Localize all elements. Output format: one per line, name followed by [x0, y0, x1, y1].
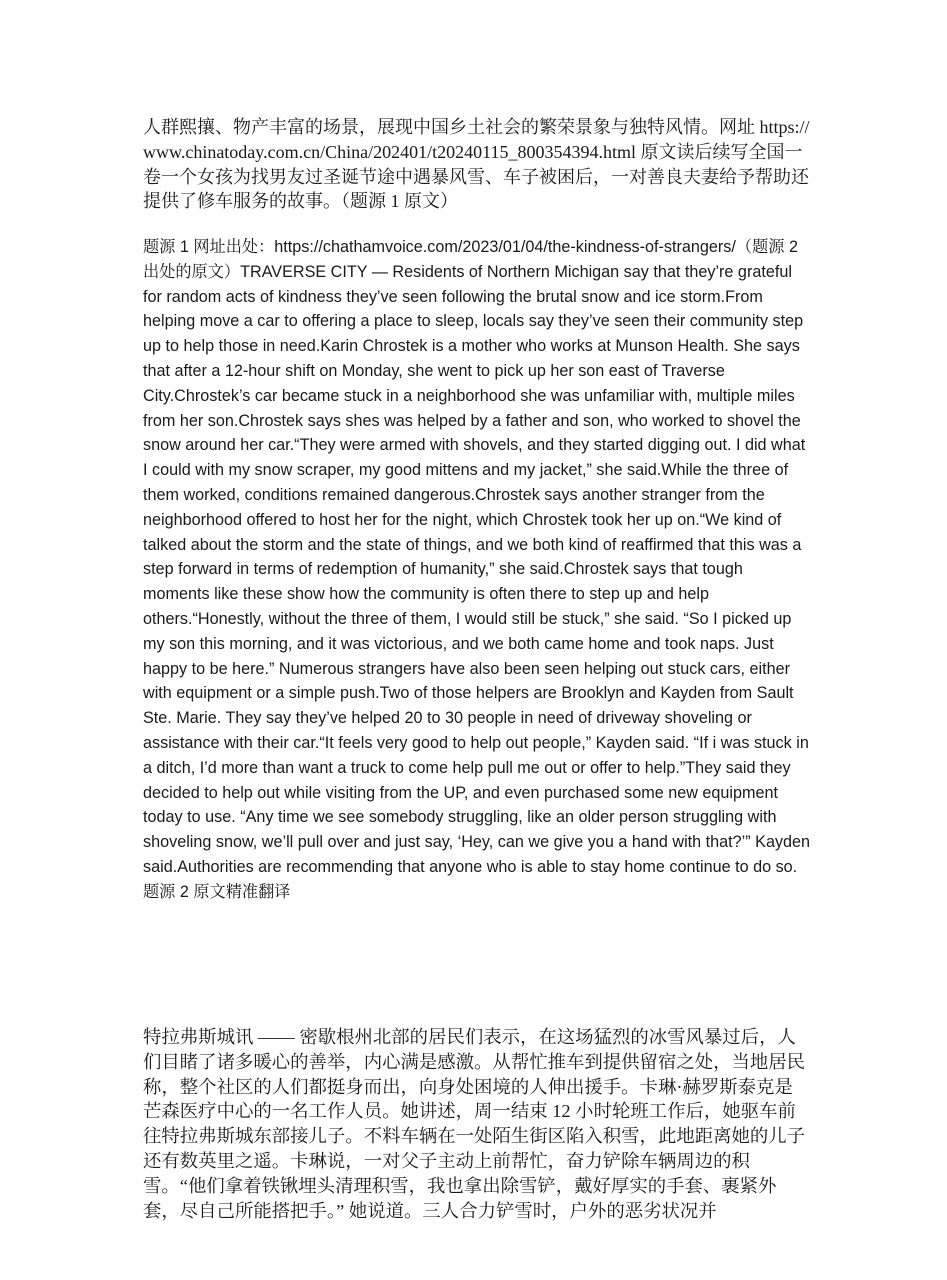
paragraph-chinese-translation: 特拉弗斯城讯 —— 密歇根州北部的居民们表示，在这场猛烈的冰雪风暴过后，人们目睹了诸多暖心的善举，内心满是感激。从帮忙推车到提供留宿之处，当地居民称，整个社区的人们都挺身而出，向身处困境的人伸出援手。卡琳·赫罗斯泰克是芒森医疗中心的一名工作人员。她讲述，周一结束 12 小时轮班工作后，她驱车前往特拉弗斯城东部接儿子。不料车辆在一处陌生街区陷入积雪，此地距离她的儿子还有数英里之遥。卡琳说，一对父子主动上前帮忙，奋力铲除车辆周边的积雪。“他们拿着铁锹埋头清理积雪，我也拿出除雪铲，戴好厚实的手套、裹紧外套，尽自己所能搭把手。” 她说道。三人合力铲雪时，户外的恶劣状况并	[143, 1027, 806, 1221]
paragraph-source-2-original-text: 题源 1 网址出处：https://chathamvoice.com/2023/01/04/the-kindness-of-strangers/（题源 2 出处的原文）TRAVERSE CITY — Residents of Northern Michigan say that they’re grateful for random acts of kindness they’ve seen following the brutal snow and ice storm.From helping move a car to offering a place to sleep, locals say they’ve seen their community step up to help those in need.Karin Chrostek is a mother who works at Munson Health. She says that after a 12-hour shift on Monday, she went to pick up her son east of Traverse City.Chrostek’s car became stuck in a neighborhood she was unfamiliar with, multiple miles from her son.Chrostek says shes was helped by a father and son, who worked to shovel the snow around her car.“They were armed with shovels, and they started digging out. I did what I could with my snow scraper, my good mittens and my jacket,” she said.While the three of them worked, conditions remained dangerous.Chrostek says another stranger from the neighborhood offered to host her for the night, which Chrostek took her up on.“We kind of talked about the storm and the state of things, and we both kind of reaffirmed that this was a step forward in terms of redemption of humanity,” she said.Chrostek says that tough moments like these show how the community is often there to step up and help others.“Honestly, without the three of them, I would still be stuck,” she said. “So I picked up my son this morning, and it was victorious, and we both came home and took naps. Just happy to be here.” Numerous strangers have also been seen helping out stuck cars, either with equipment or a simple push.Two of those helpers are Brooklyn and Kayden from Sault Ste. Marie. They say they’ve helped 20 to 30 people in need of driveway shoveling or assistance with their car.“It feels very good to help out people,” Kayden said. “If i was stuck in a ditch, I’d more than want a truck to come help pull me out or offer to help.”They said they decided to help out while visiting from the UP, and even purchased some new equipment today to use. “Any time we see somebody struggling, like an older person struggling with shoveling snow, we’ll pull over and just say, ‘Hey, can we give you a hand with that?’” Kayden said.Authorities are recommending that anyone who is able to stay home continue to do so.题源 2 原文精准翻译	[143, 238, 811, 901]
paragraph-source-1-intro: 人群熙攘、物产丰富的场景，展现中国乡土社会的繁荣景象与独特风情。网址 https://www.chinatoday.com.cn/China/202401/t20240115_800354394.html 原文读后续写全国一卷一个女孩为找男友过圣诞节途中遇暴风雪、车子被困后，一对善良夫妻给予帮助还提供了修车服务的故事。（题源 1 原文）	[143, 117, 810, 212]
